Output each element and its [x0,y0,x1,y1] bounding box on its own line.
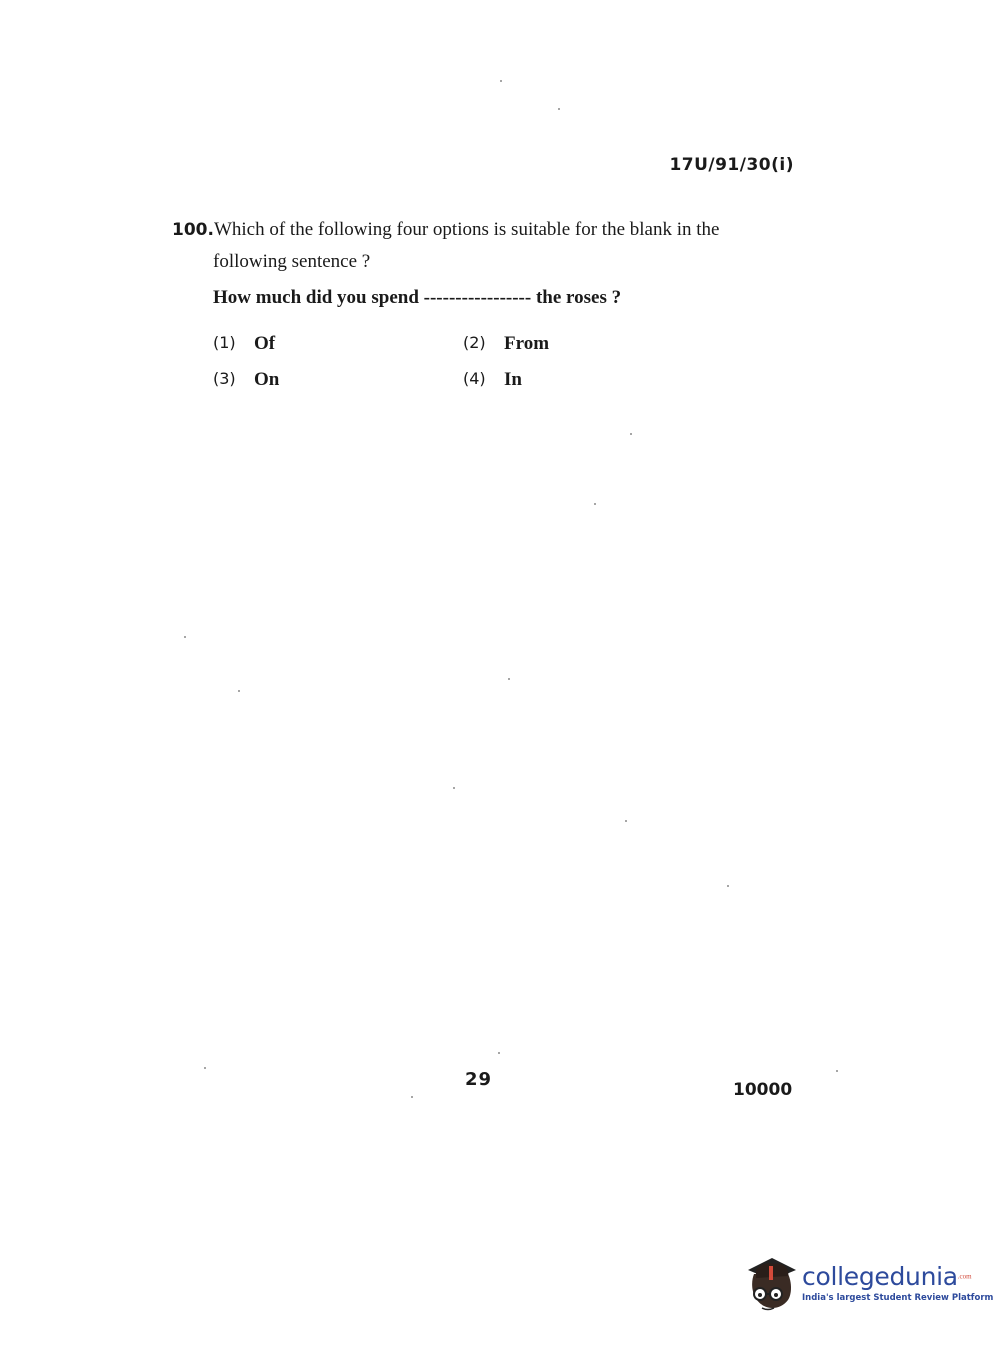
options-list [213,326,713,398]
scan-speck [204,1067,206,1069]
question-text-line-2: following sentence ? [213,251,371,272]
question-text-line-1: Which of the following four options is suitable for the blank in the [213,219,720,240]
question-number: 100. [172,220,214,240]
scan-speck [630,433,632,435]
option-text: From [504,333,550,354]
scan-speck [498,1052,500,1054]
scan-speck [625,820,627,822]
option-3 [213,369,463,391]
scan-speck [727,885,729,887]
watermark-suffix: .com [957,1272,972,1281]
options-row [213,362,713,398]
option-2 [463,333,713,355]
scan-speck [453,787,455,789]
scan-speck [238,690,240,692]
question-block [172,214,796,314]
paper-code: 17U/91/30(i) [669,155,794,175]
scan-speck [558,108,560,110]
collegedunia-watermark [742,1248,994,1318]
watermark-text [802,1263,993,1303]
scan-speck [508,678,510,680]
scan-speck [836,1070,838,1072]
option-text: In [504,369,522,390]
option-text: On [254,369,280,390]
print-count: 10000 [733,1080,793,1100]
option-number: (1) [213,333,236,352]
question-line-1 [172,214,796,246]
scan-speck [594,503,596,505]
option-number: (4) [463,369,486,388]
options-row [213,326,713,362]
scan-speck [500,80,502,82]
option-number: (3) [213,369,236,388]
option-1 [213,333,463,355]
question-sentence: How much did you spend ----------------- the roses ? [213,287,622,308]
watermark-name-line [802,1263,993,1291]
watermark-tagline: India's largest Student Review Platform [802,1293,994,1303]
option-4 [463,369,713,391]
scan-speck [411,1096,413,1098]
watermark-name: collegedunia [802,1262,958,1291]
page-number: 29 [465,1069,493,1090]
scan-speck [184,636,186,638]
mascot-logo-icon [742,1250,800,1316]
option-number: (2) [463,333,486,352]
option-text: Of [254,333,276,354]
